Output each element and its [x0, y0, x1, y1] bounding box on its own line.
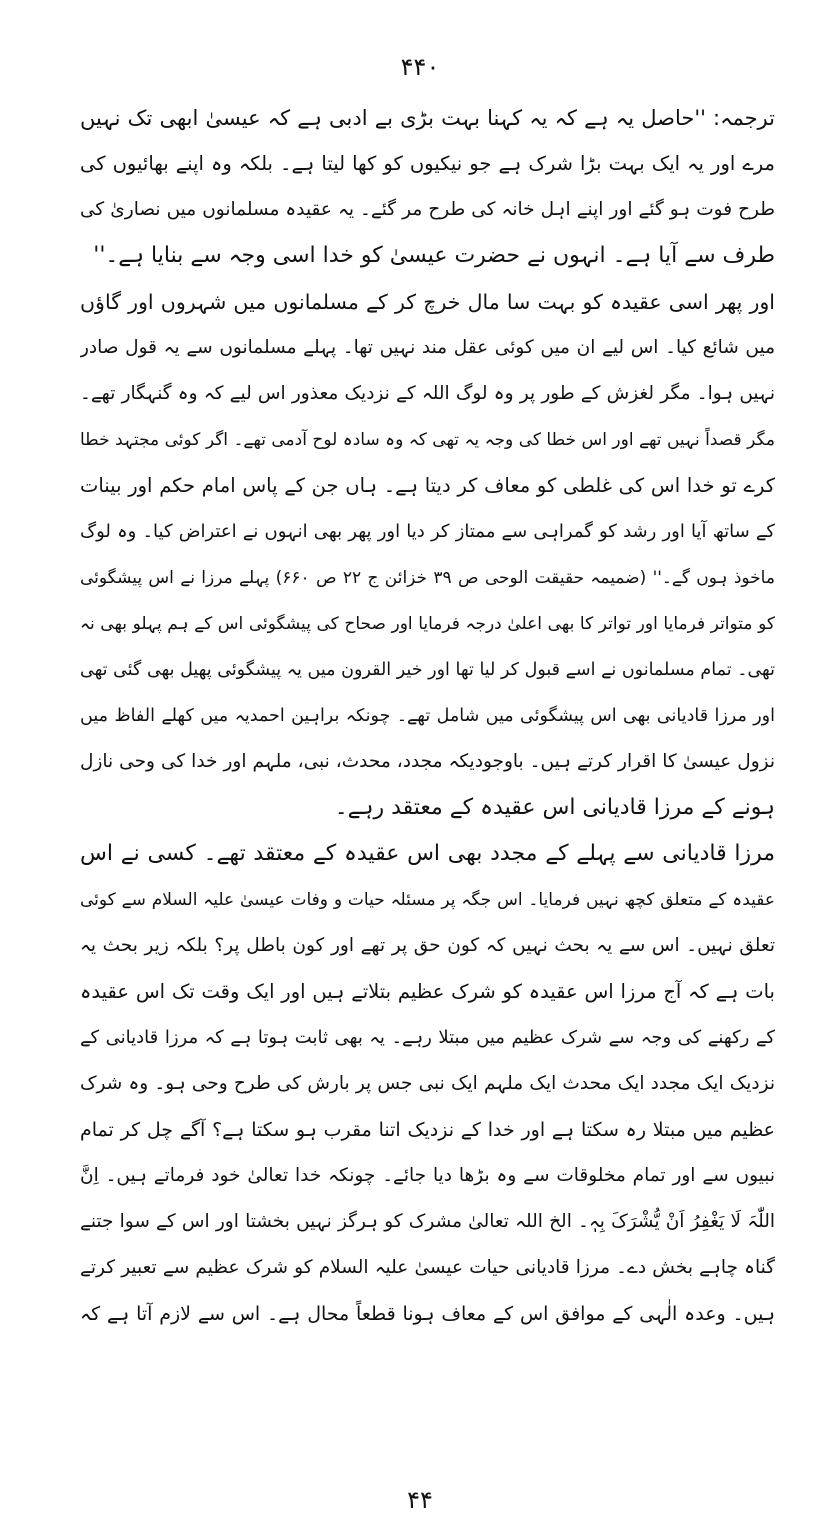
text-line: مرزا قادیانی سے پہلے کے مجدد بھی اس عقیدہ کے معتقد تھے۔ کسی نے اس — [80, 841, 775, 866]
text-line: اللّٰہَ لَا یَغْفِرُ اَنْ یُّشْرَکَ بِہٖ۔ الخ اللہ تعالیٰ مشرک کو ہرگز نہیں بخشتا اور اس کے سوا جتنے — [80, 1211, 775, 1232]
text-line: ہونے کے مرزا قادیانی اس عقیدہ کے معتقد رہے۔ — [334, 795, 775, 820]
text-line: ہیں۔ وعدہ الٰہی کے موافق اس کے معاف ہونا قطعاً محال ہے۔ اس سے لازم آتا ہے کہ — [80, 1303, 775, 1325]
text-line: اور مرزا قادیانی بھی اس پیشگوئی میں شامل تھے۔ چونکہ براہین احمدیہ میں کھلے الفاظ میں — [80, 706, 775, 726]
text-line: نزول عیسیٰ کا اقرار کرتے ہیں۔ باوجودیکہ مجدد، محدث، نبی، ملہم اور خدا کی وحی نازل — [80, 751, 775, 772]
text-line: طرح فوت ہو گئے اور اپنے اہل خانہ کی طرح مر گئے۔ یہ عقیدہ مسلمانوں میں نصاریٰ کی — [80, 199, 775, 220]
text-line: طرف سے آیا ہے۔ انہوں نے حضرت عیسیٰ کو خدا اسی وجہ سے بنایا ہے۔'' — [93, 243, 775, 268]
text-line: گناہ چاہے بخش دے۔ مرزا قادیانی حیات عیسیٰ علیہ السلام کو شرک عظیم سے تعبیر کرتے — [80, 1257, 775, 1278]
text-line: کے رکھنے کی وجہ سے شرک عظیم میں مبتلا رہے۔ یہ بھی ثابت ہوتا ہے کہ مرزا قادیانی کے — [80, 1027, 775, 1048]
text-line: کرے تو خدا اس کی غلطی کو معاف کر دیتا ہے۔ ہاں جن کے پاس امام حکم اور بینات — [80, 474, 775, 497]
text-line: نزدیک ایک مجدد ایک محدث ایک ملہم ایک نبی جس پر بارش کی طرح وحی ہو۔ وہ شرک — [80, 1073, 775, 1094]
text-line: نہیں ہوا۔ مگر لغزش کے طور پر وہ لوگ اللہ کے نزدیک معذور اس لیے کہ وہ گنہگار تھے۔ — [80, 383, 775, 404]
page-number-bottom: ۴۴ — [407, 1486, 433, 1514]
page-number-top: ۴۴۰ — [400, 53, 440, 81]
text-line: مرے اور یہ ایک بہت بڑا شرک ہے جو نیکیوں کو کھا لیتا ہے۔ بلکہ وہ اپنے بھائیوں کی — [80, 152, 775, 175]
text-line: تعلق نہیں۔ اس سے یہ بحث نہیں کہ کون حق پر تھے اور کون باطل پر؟ بلکہ زیر بحث یہ — [80, 935, 775, 956]
text-line: بات ہے کہ آج مرزا اس عقیدہ کو شرک عظیم بتلاتے ہیں اور ایک وقت تک اس عقیدہ — [80, 980, 775, 1003]
text-line: ماخوذ ہوں گے۔'' (ضمیمہ حقیقت الوحی ص ۳۹ خزائن ج ۲۲ ص ۶۶۰) پہلے مرزا نے اس پیشگوئی — [80, 568, 775, 588]
text-line: کو متواتر فرمایا اور تواتر کا بھی اعلیٰ درجہ فرمایا اور صحاح کی پیشگوئی اس کے ہم پہلو بھی نہ — [80, 614, 775, 634]
text-line: عقیدہ کے متعلق کچھ نہیں فرمایا۔ اس جگہ پر مسئلہ حیات و وفات عیسیٰ علیہ السلام سے کوئی — [80, 890, 775, 910]
body-text — [80, 95, 775, 1337]
text-line: نبیوں سے اور تمام مخلوقات سے وہ بڑھا دیا جائے۔ چونکہ خدا تعالیٰ خود فرماتے ہیں۔ اِنَّ — [80, 1165, 775, 1186]
text-line: میں شائع کیا۔ اس لیے ان میں کوئی عقل مند نہیں تھا۔ پہلے مسلمانوں سے یہ قول صادر — [80, 337, 775, 358]
text-line: تھی۔ تمام مسلمانوں نے اسے قبول کر لیا تھا اور خیر القرون میں یہ پیشگوئی پھیل بھی گئی تھی — [80, 660, 775, 680]
text-line: عظیم میں مبتلا رہ سکتا ہے اور خدا کے نزدیک اتنا مقرب ہو سکتا ہے؟ آگے چل کر تمام — [80, 1119, 775, 1141]
text-line: کے ساتھ آیا اور رشد کو گمراہی سے ممتاز کر دیا اور پھر بھی انہوں نے اعتراض کیا۔ وہ لوگ — [80, 521, 775, 542]
text-line: ترجمہ: ''حاصل یہ ہے کہ یہ کہنا بہت بڑی بے ادبی ہے کہ عیسیٰ ابھی تک نہیں — [80, 106, 775, 130]
text-line: مگر قصداً نہیں تھے اور اس خطا کی وجہ یہ تھی کہ وہ سادہ لوح آدمی تھے۔ اگر کوئی مجتہد خطا — [80, 430, 775, 450]
text-line: اور پھر اسی عقیدہ کو بہت سا مال خرچ کر کے مسلمانوں میں شہروں اور گاؤں — [80, 290, 775, 314]
